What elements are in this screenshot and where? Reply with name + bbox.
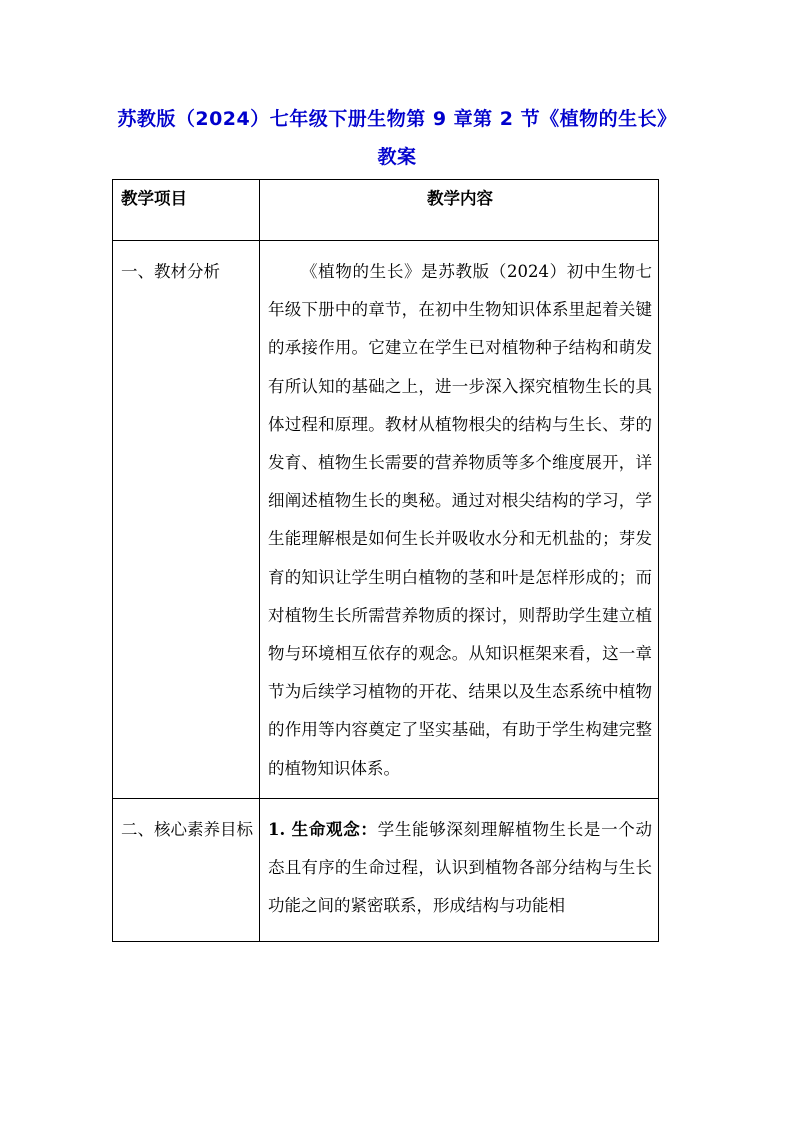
header-teaching-item: 教学项目: [113, 180, 260, 241]
table-row: [113, 241, 659, 799]
row-content-textbook-analysis: [260, 241, 659, 799]
header-teaching-content: 教学内容: [260, 180, 659, 241]
row-label-core-literacy: 二、核心素养目标: [113, 798, 260, 941]
table-row: [113, 798, 659, 941]
life-concept-text: 学生能够深刻理解植物生长是一个动态且有序的生命过程，认识到植物各部分结构与生长功能之间的紧密联系，形成结构与功能相: [268, 819, 652, 916]
lesson-plan-table: [112, 179, 659, 942]
row-content-core-literacy: [260, 798, 659, 941]
row-label-textbook-analysis: 一、教材分析: [113, 241, 260, 799]
table-header-row: [113, 180, 659, 241]
textbook-analysis-text: 《植物的生长》是苏教版（2024）初中生物七年级下册中的章节，在初中生物知识体系里起着关键的承接作用。它建立在学生已对植物种子结构和萌发有所认知的基础之上，进一步深入探究植物生长的具体过程和原理。教材从植物根尖的结构与生长、芽的发育、植物生长需要的营养物质等多个维度展开，详细阐述植物生长的奥秘。通过对根尖结构的学习，学生能理解根是如何生长并吸收水分和无机盐的；芽发育的知识让学生明白植物的茎和叶是怎样形成的；而对植物生长所需营养物质的探讨，则帮助学生建立植物与环境相互依存的观念。从知识框架来看，这一章节为后续学习植物的开花、结果以及生态系统中植物的作用等内容奠定了坚实基础，有助于学生构建完整的植物知识体系。: [268, 262, 652, 778]
document-title: 苏教版（2024）七年级下册生物第 9 章第 2 节《植物的生长》教案: [117, 108, 677, 168]
life-concept-heading: 1. 生命观念：: [268, 819, 378, 839]
